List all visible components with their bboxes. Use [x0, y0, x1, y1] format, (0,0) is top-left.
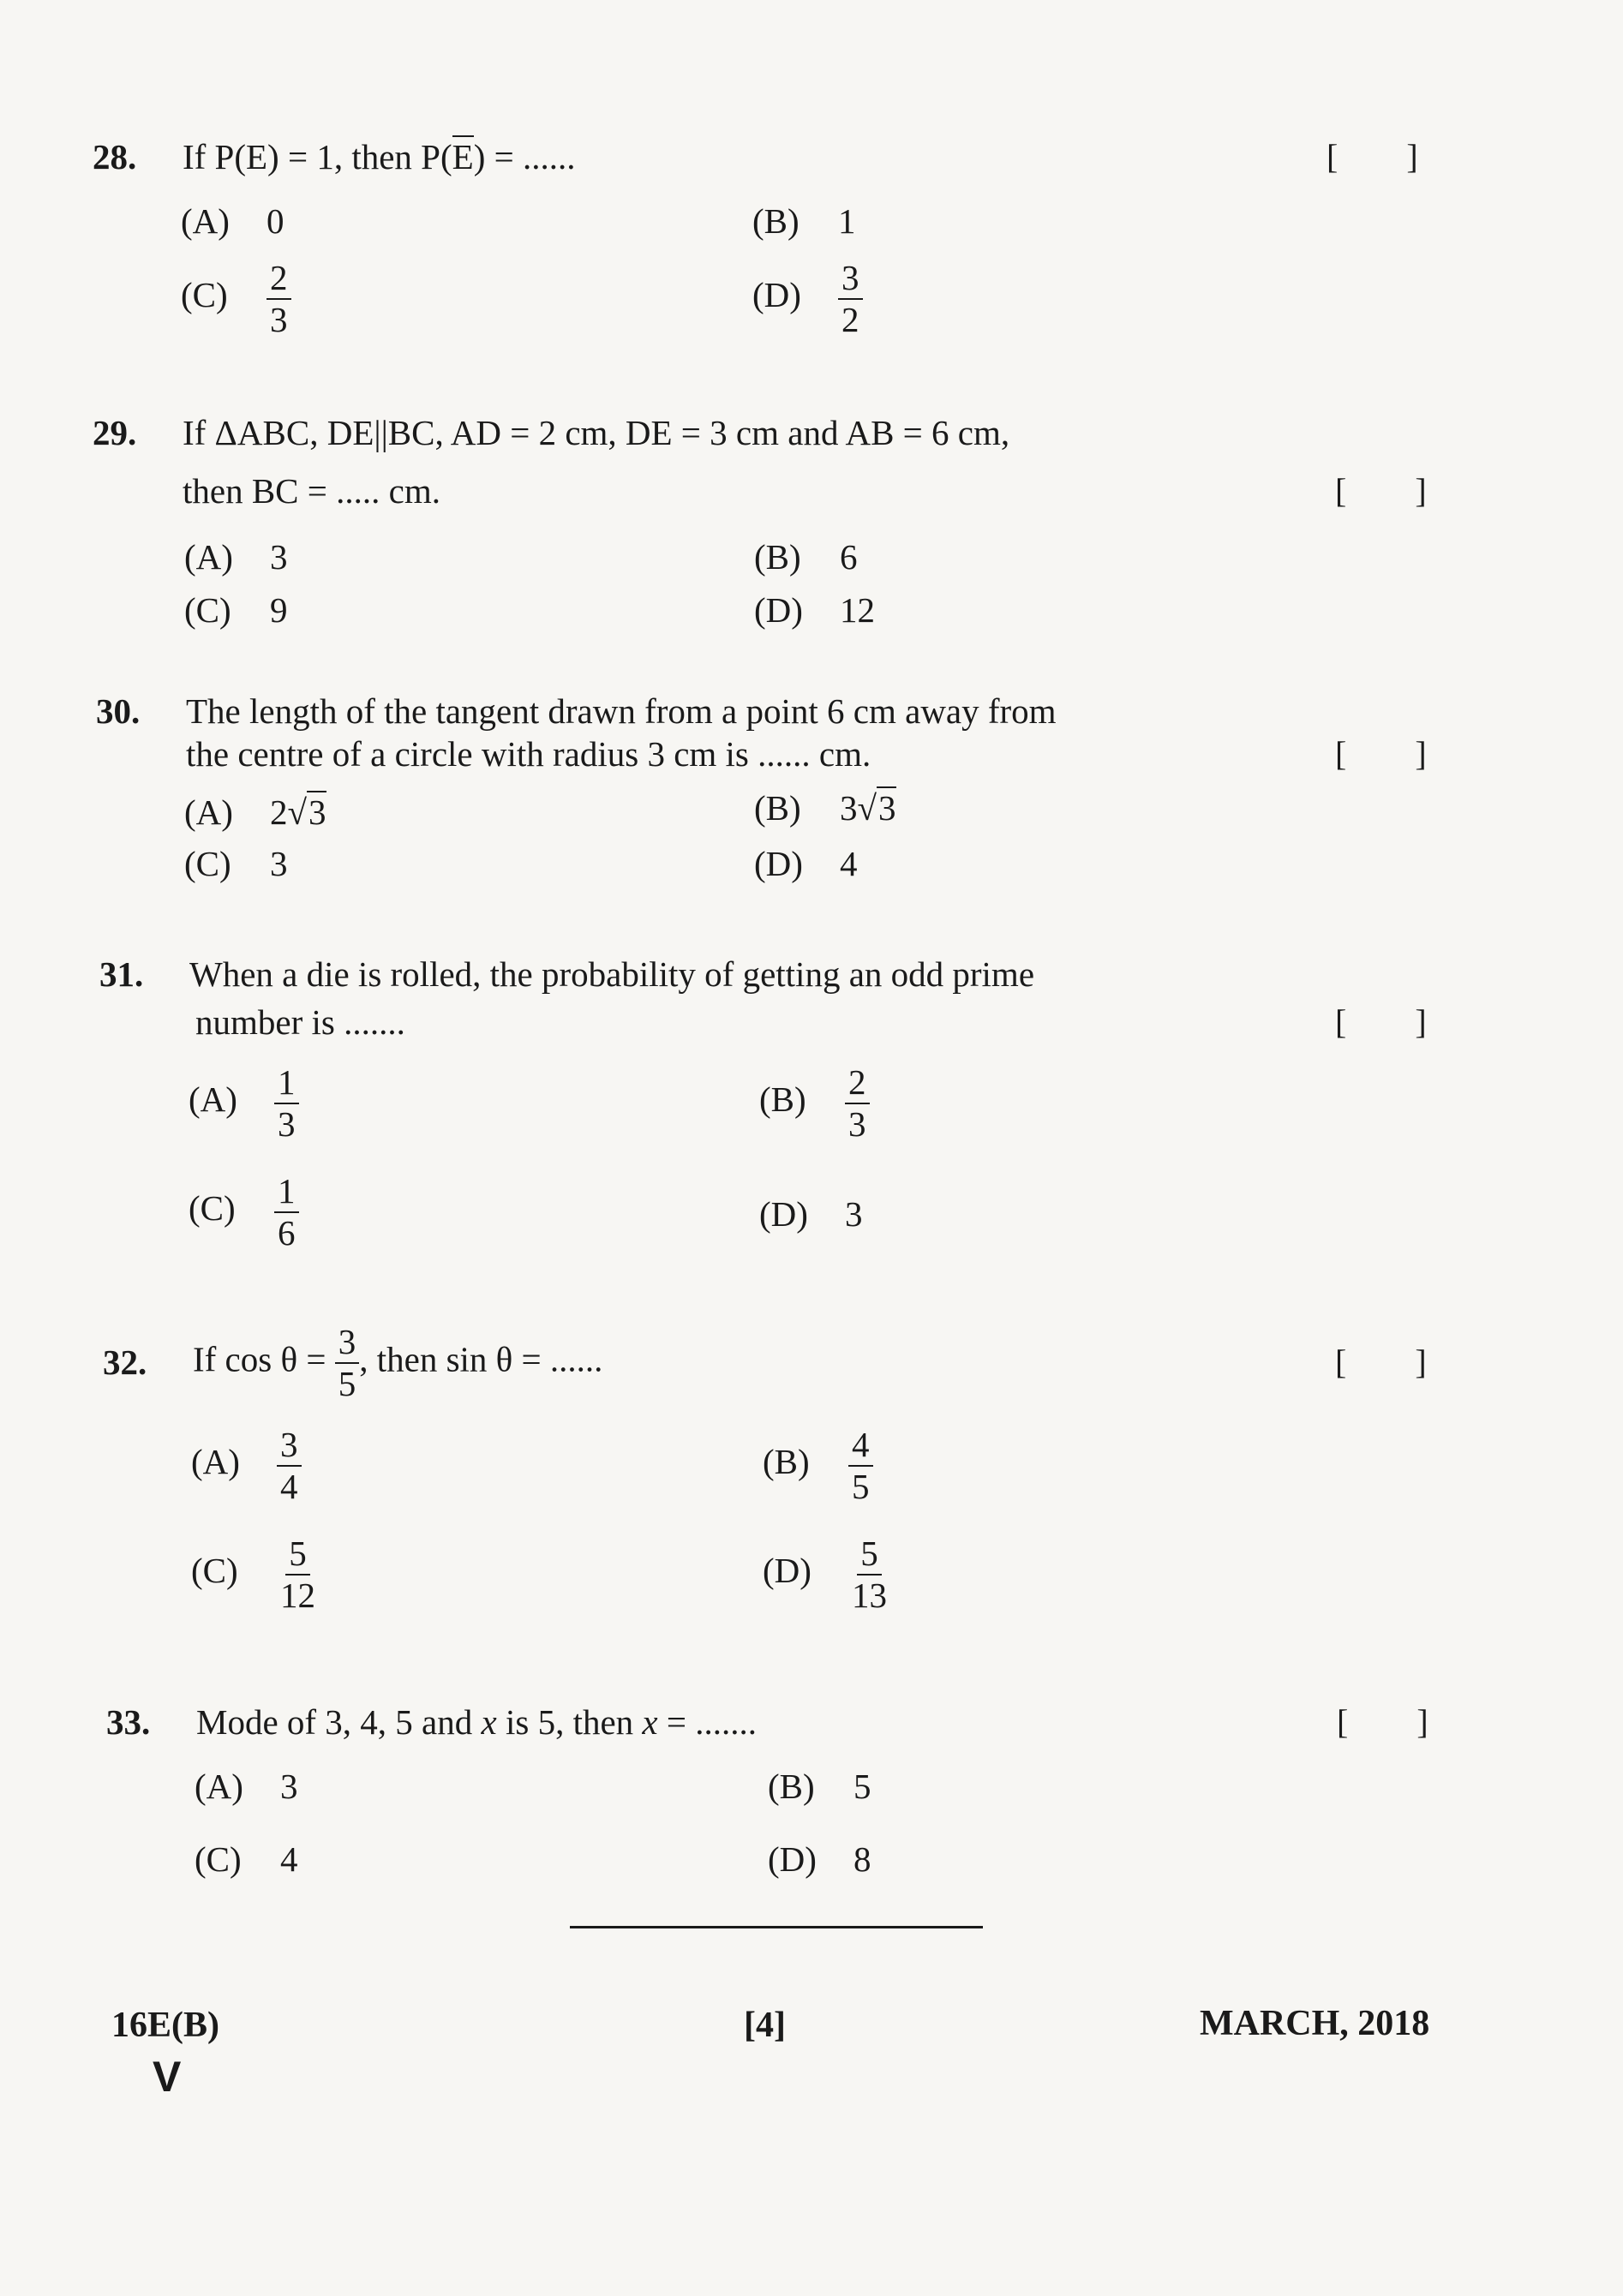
exam-date: MARCH, 2018 [1200, 2004, 1430, 2043]
answer-bracket: [ ] [1337, 1702, 1428, 1741]
question-32 [103, 1324, 1474, 1649]
fraction: $\frac{2}{3}$ [267, 260, 291, 338]
question-33 [106, 1701, 1477, 1889]
option-c: (C) 4 [195, 1839, 298, 1879]
option-d: (D) $\frac{5}{13}$ [763, 1535, 890, 1614]
option-c: (C) $\frac{2}{3}$ [181, 260, 291, 338]
option-d: (D) 12 [754, 590, 875, 630]
fraction: $\frac{2}{3}$ [845, 1064, 870, 1143]
question-number: 32. [103, 1342, 147, 1382]
page-number: [4] [744, 2006, 786, 2045]
question-text-line1: If ΔABC, DE||BC, AD = 2 cm, DE = 3 cm and AB = 6 cm, [183, 413, 1010, 452]
fraction: $\frac{3}{4}$ [277, 1426, 302, 1505]
question-text-line1: The length of the tangent drawn from a point 6 cm away from [186, 691, 1057, 731]
question-text-line2: the centre of a circle with radius 3 cm is ...... cm. [186, 734, 871, 774]
question-number: 31. [99, 954, 144, 994]
option-b: (B) 5 [768, 1767, 871, 1806]
question-text: If P(E) = 1, then P(E) = ...... [183, 137, 576, 176]
fraction: $\frac{1}{3}$ [274, 1064, 299, 1143]
question-text-line2: then BC = ..... cm. [183, 471, 440, 511]
option-d: (D) 4 [754, 844, 858, 883]
question-text: If cos θ = $\frac{3}{5}$ , then sin θ = ...... [193, 1322, 603, 1404]
fraction: $\frac{5}{13}$ [852, 1534, 887, 1616]
option-a: (A) 2√3 [184, 792, 326, 832]
sqrt-icon: √ [857, 788, 877, 828]
question-31 [99, 953, 1470, 1270]
question-text-line1: When a die is rolled, the probability of getting an odd prime [189, 954, 1035, 994]
fraction: $\frac{4}{5}$ [848, 1426, 873, 1505]
sqrt-icon: √ [287, 792, 308, 832]
option-a: (A) 3 [195, 1767, 298, 1806]
version-mark: V [153, 2053, 182, 2101]
answer-bracket: [ ] [1335, 1002, 1427, 1041]
option-a: (A) 3 [184, 537, 288, 577]
answer-bracket: [ ] [1335, 471, 1427, 510]
fraction: $\frac{5}{12}$ [280, 1534, 315, 1616]
question-number: 30. [96, 691, 141, 731]
fraction: $\frac{3}{2}$ [838, 260, 863, 338]
option-a: (A) 0 [181, 201, 284, 241]
answer-bracket: [ ] [1327, 137, 1418, 176]
option-c: (C) $\frac{5}{12}$ [191, 1535, 319, 1614]
option-c: (C) 9 [184, 590, 288, 630]
option-c: (C) 3 [184, 844, 288, 883]
option-b: (B) $\frac{2}{3}$ [759, 1064, 870, 1143]
e-complement: E [452, 137, 474, 176]
question-29 [93, 411, 1464, 651]
end-rule [570, 1926, 983, 1928]
question-28 [93, 135, 1464, 358]
option-d: (D) 8 [768, 1839, 871, 1879]
option-b: (B) 6 [754, 537, 858, 577]
option-b: (B) 3√3 [754, 788, 896, 828]
question-number: 33. [106, 1702, 151, 1742]
option-d: (D) $\frac{3}{2}$ [752, 260, 863, 338]
option-a: (A) $\frac{3}{4}$ [191, 1426, 302, 1505]
option-a: (A) $\frac{1}{3}$ [189, 1064, 299, 1143]
fraction: $\frac{1}{6}$ [274, 1173, 299, 1252]
fraction: $\frac{3}{5}$ [335, 1324, 360, 1402]
option-b: (B) $\frac{4}{5}$ [763, 1426, 873, 1505]
question-30 [96, 690, 1467, 912]
question-number: 28. [93, 137, 137, 176]
answer-bracket: [ ] [1335, 1342, 1427, 1381]
question-text: Mode of 3, 4, 5 and x is 5, then x = ....... [196, 1702, 757, 1742]
option-b: (B) 1 [752, 201, 856, 241]
answer-bracket: [ ] [1335, 734, 1427, 773]
paper-code: 16E(B) [111, 2006, 219, 2045]
option-c: (C) $\frac{1}{6}$ [189, 1173, 299, 1252]
question-number: 29. [93, 413, 137, 452]
question-text-line2: number is ....... [195, 1002, 405, 1042]
option-d: (D) 3 [759, 1194, 863, 1234]
